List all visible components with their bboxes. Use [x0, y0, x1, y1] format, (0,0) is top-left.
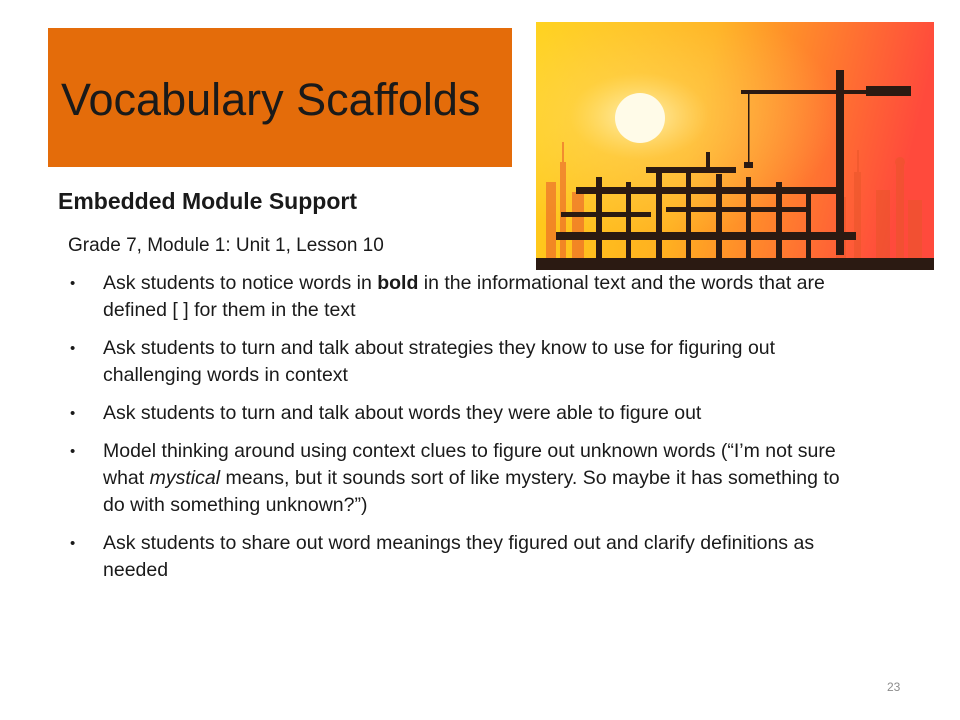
bullet-text: bold — [377, 272, 419, 294]
bullet-item — [70, 335, 860, 389]
section-subtitle: Embedded Module Support — [58, 188, 357, 214]
bullet-glyph: • — [70, 275, 76, 292]
bullet-item — [70, 530, 860, 584]
bullet-text: Ask students to share out word meanings they figured out and clarify definitions as needed — [103, 532, 815, 581]
bullet-text: Model thinking around using context clues to figure out unknown words (“I’m not sure what — [103, 440, 836, 489]
bullet-list — [70, 270, 860, 595]
bullet-glyph: • — [70, 340, 76, 357]
page-number: 23 — [887, 680, 901, 694]
bullet-text: Ask students to notice words in — [103, 272, 378, 294]
bullet-text: in the informational text and the words that are defined [ ] for them in the text — [103, 272, 825, 321]
bullet-item — [70, 438, 860, 519]
lesson-reference: Grade 7, Module 1: Unit 1, Lesson 10 — [68, 235, 384, 256]
bullet-text: means, but it sounds sort of like mystery. So maybe it has something to do with something unknown?”) — [103, 467, 840, 516]
bullet-text: Ask students to turn and talk about strategies they know to use for figuring out challenging words in context — [103, 337, 776, 386]
bullet-item — [70, 400, 860, 427]
construction-site-sunset-icon — [536, 22, 934, 270]
bullet-glyph: • — [70, 443, 76, 460]
bullet-text: Ask students to turn and talk about words they were able to figure out — [103, 402, 702, 424]
bullet-glyph: • — [70, 405, 76, 422]
bullet-text: mystical — [149, 467, 221, 489]
bullet-item — [70, 270, 860, 324]
bullet-glyph: • — [70, 535, 76, 552]
slide-title: Vocabulary Scaffolds — [61, 74, 481, 125]
